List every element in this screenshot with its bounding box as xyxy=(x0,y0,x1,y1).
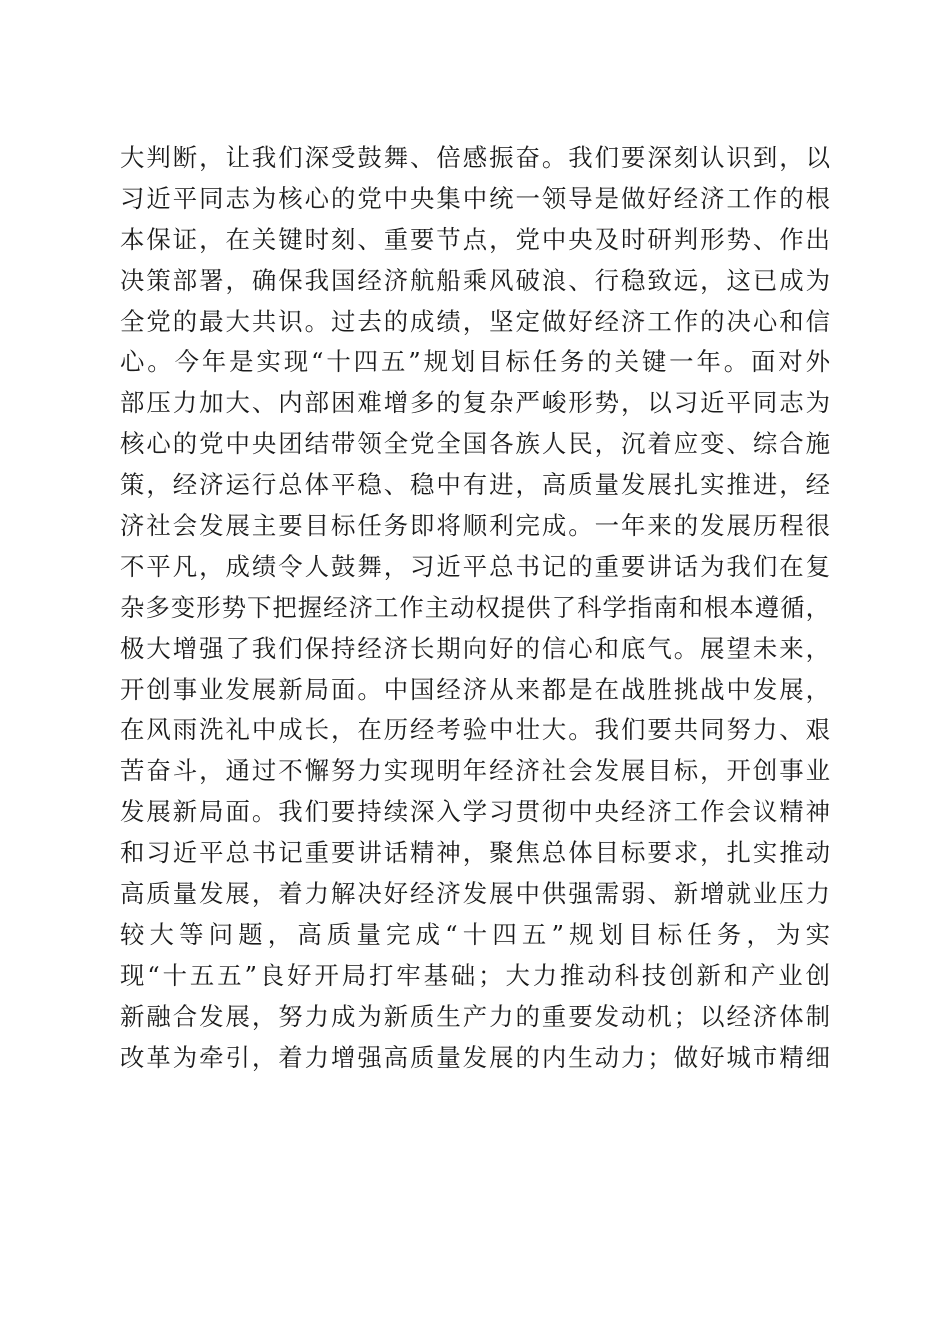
text-line: 不平凡，成绩令人鼓舞，习近平总书记的重要讲话为我们在复 xyxy=(120,551,830,581)
text-line: 全党的最大共识。过去的成绩，坚定做好经济工作的决心和信 xyxy=(120,306,830,336)
text-line: 极大增强了我们保持经济长期向好的信心和底气。展望未来， xyxy=(120,633,830,663)
text-line: 现“十五五”良好开局打牢基础；大力推动科技创新和产业创 xyxy=(120,960,830,990)
text-line: 心。今年是实现“十四五”规划目标任务的关键一年。面对外 xyxy=(120,347,830,377)
text-line: 决策部署，确保我国经济航船乘风破浪、行稳致远，这已成为 xyxy=(120,265,830,295)
text-line: 发展新局面。我们要持续深入学习贯彻中央经济工作会议精神 xyxy=(120,797,830,827)
text-line: 大判断，让我们深受鼓舞、倍感振奋。我们要深刻认识到，以 xyxy=(120,143,830,172)
text-line: 和习近平总书记重要讲话精神，聚焦总体目标要求，扎实推动 xyxy=(120,838,830,868)
text-line: 策，经济运行总体平稳、稳中有进，高质量发展扎实推进，经 xyxy=(120,470,830,500)
text-line: 杂多变形势下把握经济工作主动权提供了科学指南和根本遵循， xyxy=(120,592,830,622)
text-line: 习近平同志为核心的党中央集中统一领导是做好经济工作的根 xyxy=(120,183,830,213)
text-line: 济社会发展主要目标任务即将顺利完成。一年来的发展历程很 xyxy=(120,511,830,541)
text-line: 新融合发展，努力成为新质生产力的重要发动机；以经济体制 xyxy=(120,1001,830,1031)
text-line: 核心的党中央团结带领全党全国各族人民，沉着应变、综合施 xyxy=(120,429,830,459)
body-paragraph xyxy=(120,138,830,1078)
text-line: 在风雨洗礼中成长，在历经考验中壮大。我们要共同努力、艰 xyxy=(120,715,830,745)
text-line: 苦奋斗，通过不懈努力实现明年经济社会发展目标，开创事业 xyxy=(120,756,830,786)
text-line: 部压力加大、内部困难增多的复杂严峻形势，以习近平同志为 xyxy=(120,388,830,418)
text-line: 本保证，在关键时刻、重要节点，党中央及时研判形势、作出 xyxy=(120,224,830,254)
text-line: 开创事业发展新局面。中国经济从来都是在战胜挑战中发展， xyxy=(120,674,830,704)
text-line: 高质量发展，着力解决好经济发展中供强需弱、新增就业压力 xyxy=(120,879,830,909)
text-line: 较大等问题，高质量完成“十四五”规划目标任务，为实 xyxy=(120,919,830,949)
text-line: 改革为牵引，着力增强高质量发展的内生动力；做好城市精细 xyxy=(120,1042,830,1072)
